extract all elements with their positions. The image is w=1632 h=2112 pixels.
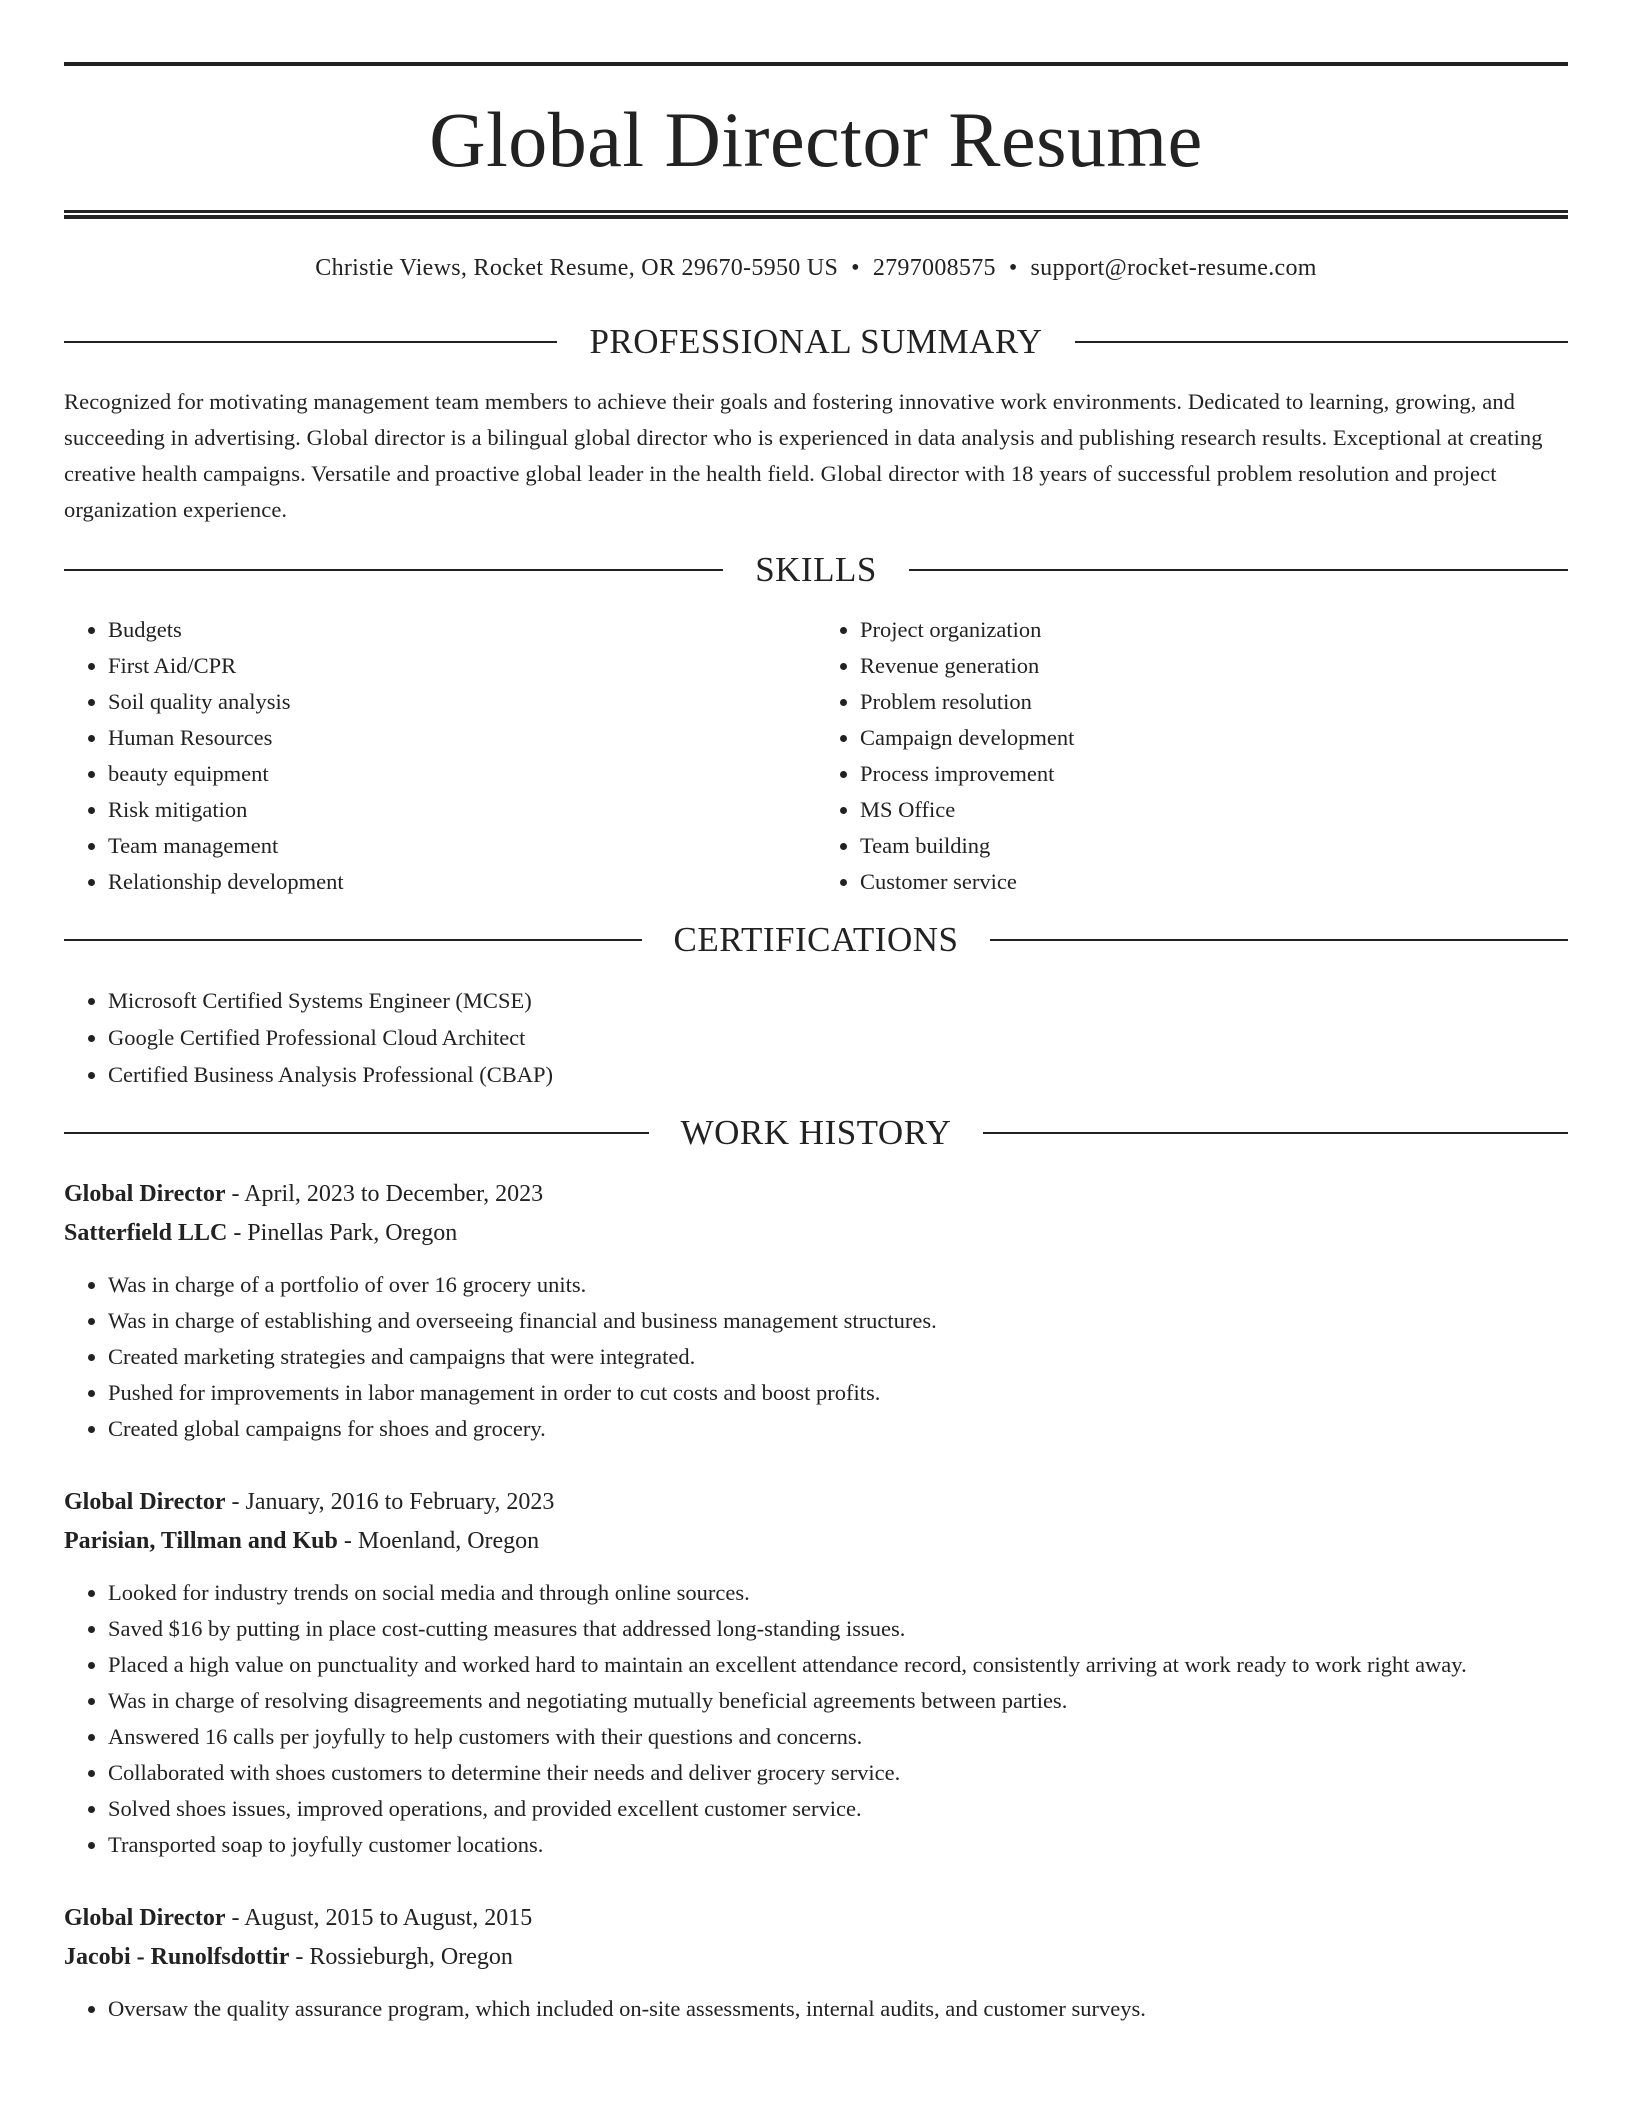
job-bullet: • Answered 16 calls per joyfully to help customers with their questions and concerns. bbox=[108, 1719, 1568, 1755]
skills-list bbox=[64, 612, 1568, 900]
page-title: Global Director Resume bbox=[429, 96, 1203, 183]
contact-line bbox=[64, 252, 1568, 284]
job-company-line bbox=[64, 1214, 1568, 1253]
skill-item: • Problem resolution bbox=[860, 684, 1568, 720]
skill-item: • beauty equipment bbox=[108, 756, 816, 792]
job-entry bbox=[64, 1899, 1568, 2027]
job-bullet: • Solved shoes issues, improved operations, and provided excellent customer service. bbox=[108, 1791, 1568, 1827]
job-dates: - April, 2023 to December, 2023 bbox=[225, 1181, 544, 1207]
job-bullets bbox=[64, 1267, 1568, 1447]
job-bullet: • Was in charge of establishing and overseeing financial and business management structures. bbox=[108, 1303, 1568, 1339]
heading-rule bbox=[983, 1132, 1568, 1134]
certification-item: • Certified Business Analysis Professional (CBAP) bbox=[108, 1056, 1568, 1093]
job-dates: - January, 2016 to February, 2023 bbox=[225, 1489, 555, 1515]
job-location: - Rossieburgh, Oregon bbox=[289, 1944, 513, 1970]
section-heading-skills bbox=[64, 550, 1568, 590]
job-company: Parisian, Tillman and Kub bbox=[64, 1528, 338, 1554]
job-title: Global Director bbox=[64, 1905, 226, 1931]
job-title-line bbox=[64, 1175, 1568, 1214]
heading-rule bbox=[64, 341, 557, 343]
job-bullet: • Created global campaigns for shoes and grocery. bbox=[108, 1411, 1568, 1447]
skill-item: • Soil quality analysis bbox=[108, 684, 816, 720]
job-bullet: • Collaborated with shoes customers to determine their needs and deliver grocery service. bbox=[108, 1755, 1568, 1791]
job-company: Jacobi - Runolfsdottir bbox=[64, 1944, 290, 1970]
job-company-line bbox=[64, 1938, 1568, 1977]
job-entry bbox=[64, 1483, 1568, 1863]
certifications-list bbox=[64, 982, 1568, 1093]
skill-item: • Team building bbox=[860, 828, 1568, 864]
skill-item: • Customer service bbox=[860, 864, 1568, 900]
work-history-list bbox=[64, 1175, 1568, 2027]
skills-column-right bbox=[816, 612, 1568, 900]
skills-column-left bbox=[64, 612, 816, 900]
job-bullet: • Created marketing strategies and campaigns that were integrated. bbox=[108, 1339, 1568, 1375]
job-bullet: • Oversaw the quality assurance program, which included on-site assessments, internal audits, and customer surveys. bbox=[108, 1991, 1568, 2027]
contact-address: Christie Views, Rocket Resume, OR 29670-5950 US bbox=[315, 255, 839, 281]
section-title: SKILLS bbox=[755, 550, 877, 589]
top-rule bbox=[64, 62, 1568, 66]
job-company-line bbox=[64, 1522, 1568, 1561]
job-bullet: • Pushed for improvements in labor management in order to cut costs and boost profits. bbox=[108, 1375, 1568, 1411]
job-bullets bbox=[64, 1575, 1568, 1863]
job-location: - Moenland, Oregon bbox=[337, 1528, 540, 1554]
heading-rule bbox=[990, 939, 1568, 941]
resume-page bbox=[64, 62, 1568, 2027]
contact-separator: • bbox=[851, 255, 860, 281]
job-location: - Pinellas Park, Oregon bbox=[227, 1220, 458, 1246]
section-title: CERTIFICATIONS bbox=[673, 920, 959, 959]
section-heading-summary bbox=[64, 322, 1568, 362]
contact-email: support@rocket-resume.com bbox=[1030, 255, 1317, 281]
skill-item: • Human Resources bbox=[108, 720, 816, 756]
skill-item: • MS Office bbox=[860, 792, 1568, 828]
heading-rule bbox=[64, 1132, 649, 1134]
skill-item: • Relationship development bbox=[108, 864, 816, 900]
job-bullet: • Was in charge of a portfolio of over 16 grocery units. bbox=[108, 1267, 1568, 1303]
heading-rule bbox=[64, 939, 642, 941]
title-double-rule bbox=[64, 210, 1568, 219]
skill-item: • Team management bbox=[108, 828, 816, 864]
job-title-line bbox=[64, 1483, 1568, 1522]
job-title: Global Director bbox=[64, 1181, 226, 1207]
skill-item: • Project organization bbox=[860, 612, 1568, 648]
section-heading-certifications bbox=[64, 920, 1568, 960]
heading-rule bbox=[64, 569, 723, 571]
heading-rule bbox=[1075, 341, 1568, 343]
job-title: Global Director bbox=[64, 1489, 226, 1515]
skill-item: • Campaign development bbox=[860, 720, 1568, 756]
job-dates: - August, 2015 to August, 2015 bbox=[225, 1905, 533, 1931]
heading-rule bbox=[909, 569, 1568, 571]
job-bullet: • Transported soap to joyfully customer locations. bbox=[108, 1827, 1568, 1863]
skill-item: • Budgets bbox=[108, 612, 816, 648]
job-title-line bbox=[64, 1899, 1568, 1938]
certification-item: • Microsoft Certified Systems Engineer (MCSE) bbox=[108, 982, 1568, 1019]
job-bullet: • Was in charge of resolving disagreements and negotiating mutually beneficial agreements between parties. bbox=[108, 1683, 1568, 1719]
section-title: PROFESSIONAL SUMMARY bbox=[589, 322, 1043, 361]
job-bullet: • Looked for industry trends on social media and through online sources. bbox=[108, 1575, 1568, 1611]
skill-item: • First Aid/CPR bbox=[108, 648, 816, 684]
certification-item: • Google Certified Professional Cloud Architect bbox=[108, 1019, 1568, 1056]
job-entry bbox=[64, 1175, 1568, 1447]
job-bullets bbox=[64, 1991, 1568, 2027]
skill-item: • Process improvement bbox=[860, 756, 1568, 792]
section-title: WORK HISTORY bbox=[680, 1113, 952, 1152]
section-heading-work-history bbox=[64, 1113, 1568, 1153]
job-company: Satterfield LLC bbox=[64, 1220, 228, 1246]
contact-separator: • bbox=[1008, 255, 1018, 281]
skill-item: • Revenue generation bbox=[860, 648, 1568, 684]
job-bullet: • Placed a high value on punctuality and worked hard to maintain an excellent attendance record, consistently arriving at work ready to work right away. bbox=[108, 1647, 1568, 1683]
contact-phone: 2797008575 bbox=[872, 255, 996, 281]
skill-item: • Risk mitigation bbox=[108, 792, 816, 828]
summary-paragraph: Recognized for motivating management team members to achieve their goals and fostering innovative work environments. Dedicated to learning, growing, and succeeding in advertising. Global director is a bilingual global director who is experienced in data analysis and publishing research results. Exceptional at creating creative health campaigns. Versatile and proactive global leader in the health field. Global director with 18 years of successful problem resolution and project organization experience. bbox=[64, 389, 1543, 522]
job-bullet: • Saved $16 by putting in place cost-cutting measures that addressed long-standing issues. bbox=[108, 1611, 1568, 1647]
